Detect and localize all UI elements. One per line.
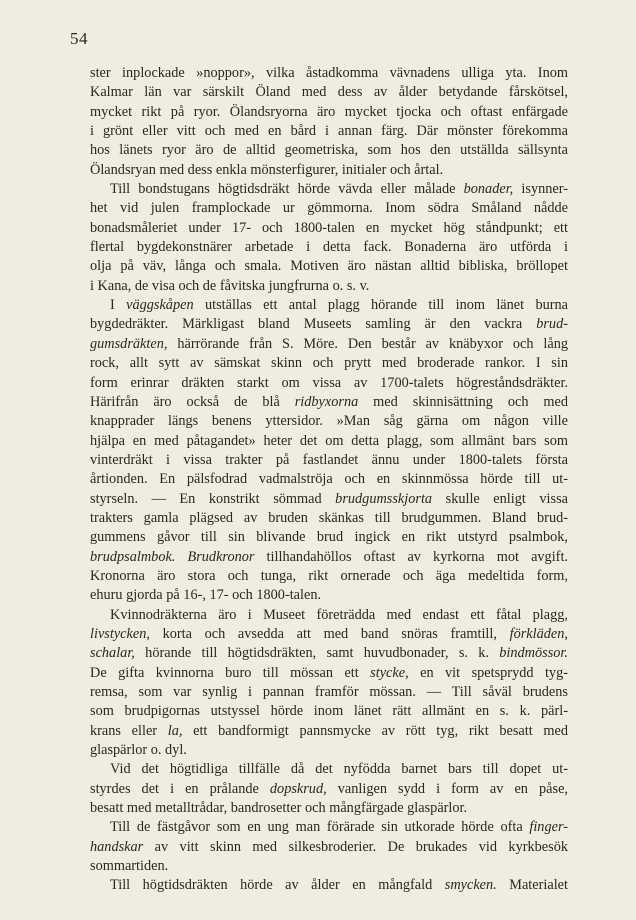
text-line bbox=[90, 799, 568, 818]
text-line bbox=[90, 335, 568, 354]
text-run: korta och avsedda att med band snöras framtill, bbox=[149, 625, 510, 642]
text-run: het vid julen framplockade ur gömmorna. Inom södra Småland nådde bbox=[90, 200, 568, 217]
text-line bbox=[90, 412, 568, 431]
text-line bbox=[90, 586, 568, 605]
text-run: Till de fästgåvor som en ung man förärade sin utkorade hörde ofta bbox=[110, 819, 530, 836]
text-run: flertal bygdekonstnärer arbetade i detta fack. Bonaderna äro utförda i bbox=[90, 239, 568, 256]
italic-term: dopskrud, bbox=[269, 780, 327, 797]
italic-term: bindmössor. bbox=[499, 645, 568, 662]
text-line bbox=[90, 64, 568, 83]
text-run: i Kana, de visa och de fåvitska jungfrurna o. s. v. bbox=[90, 277, 370, 294]
text-run: form erinrar dräkten starkt om vissa av 1700-talets högreståndsdräkter. bbox=[90, 374, 568, 391]
text-line bbox=[90, 122, 568, 141]
italic-term: stycke, bbox=[370, 664, 409, 681]
italic-term: förkläden, bbox=[509, 625, 568, 642]
text-line bbox=[90, 393, 568, 412]
text-run: Kalmar län var särskilt Öland med dess av ålder betydande fårskötsel, bbox=[90, 84, 568, 101]
text-line bbox=[90, 161, 568, 180]
text-run: Vid det högtidliga tillfälle då det nyfödda barnet bars till dopet ut- bbox=[110, 761, 568, 778]
text-line bbox=[90, 180, 568, 199]
text-run: trakters gamla plägsed av bruden skänkas till brudgummen. Bland brud- bbox=[90, 509, 568, 526]
text-run: knapprader längs benens yttersidor. »Man såg gärna om någon ville bbox=[90, 413, 568, 430]
text-run: rock, allt sytt av sämskat skinn och prytt med broderade rankor. I sin bbox=[90, 355, 568, 372]
text-run: besatt med metalltrådar, bandrosetter och mångfärgade glaspärlor. bbox=[90, 800, 468, 817]
text-run: hörande till högtidsdräkten, samt huvudbonader, s. k. bbox=[134, 645, 500, 662]
text-run: Kvinnodräkterna äro i Museet företrädda med endast ett fåtal plagg, bbox=[110, 606, 568, 623]
text-run: gummens gåvor till sin blivande brud ingick en rikt utstyrd psalmbok, bbox=[90, 529, 568, 546]
text-line bbox=[90, 722, 568, 741]
text-run: årtionden. En pälsfodrad vadmalströja och en skinnmössa hörde till ut- bbox=[90, 471, 568, 488]
text-line bbox=[90, 219, 568, 238]
text-line bbox=[90, 83, 568, 102]
text-run: Till högtidsdräkten hörde av ålder en mångfald bbox=[110, 877, 445, 894]
text-line bbox=[90, 760, 568, 779]
text-run: sommartiden. bbox=[90, 858, 169, 875]
text-run: ster inplockade »noppor», vilka åstadkomma vävnadens ulliga yta. Inom bbox=[90, 65, 568, 81]
text-run: Till bondstugans högtidsdräkt hörde vävda eller målade bbox=[110, 181, 464, 198]
text-run: i grönt eller vitt och med en bård i annan färg. Där mönster förekomma bbox=[90, 123, 568, 140]
text-run: hjälpa en med påtagandet» heter det om detta plagg, som allmänt bars som bbox=[90, 432, 568, 449]
text-line bbox=[90, 238, 568, 257]
text-line bbox=[90, 374, 568, 393]
text-run: glaspärlor o. dyl. bbox=[90, 742, 187, 759]
text-line bbox=[90, 470, 568, 489]
text-run: härrörande från S. Möre. Den består av knäbyxor och lång bbox=[167, 335, 568, 352]
text-line bbox=[90, 257, 568, 276]
italic-term: smycken. bbox=[444, 877, 497, 894]
text-run: I bbox=[110, 297, 127, 314]
italic-term: väggskåpen bbox=[126, 297, 194, 314]
text-line bbox=[90, 838, 568, 857]
text-line bbox=[90, 741, 568, 760]
text-run: bygdedräkter. Märkligast bland Museets samling är den vackra bbox=[90, 316, 537, 333]
italic-term: brudpsalmbok. bbox=[90, 548, 176, 565]
text-run: tillhandahöllos oftast av kyrkorna mot avgift. bbox=[254, 548, 568, 565]
text-run: isynner- bbox=[513, 181, 568, 198]
text-run: ehuru gjorda på 16-, 17- och 1800-talen. bbox=[90, 587, 322, 604]
text-line bbox=[90, 683, 568, 702]
text-run: vanligen sydd i form av en påse, bbox=[326, 780, 568, 797]
text-line bbox=[90, 199, 568, 218]
italic-term: finger- bbox=[529, 819, 568, 836]
text-run: en vit spetsprydd tyg- bbox=[408, 664, 568, 681]
italic-term: handskar bbox=[90, 838, 144, 855]
text-run: Ölandsryan med dess enkla mönsterfigurer, initialer och årtal. bbox=[90, 161, 444, 178]
page-number: 54 bbox=[70, 29, 88, 48]
italic-term: Brudkronor bbox=[187, 548, 255, 565]
text-run: ett bandformigt pannsmycke av rött tyg, rikt besatt med bbox=[182, 722, 568, 739]
text-run: Härifrån äro också de blå bbox=[90, 393, 295, 410]
text-line bbox=[90, 354, 568, 373]
text-run: vinterdräkt i vissa trakter på fastlandet ännu under 1800-talets första bbox=[90, 451, 568, 468]
text-run: krans eller bbox=[90, 722, 168, 739]
text-line bbox=[90, 141, 568, 160]
italic-term: brudgumsskjorta bbox=[335, 490, 433, 507]
text-line bbox=[90, 315, 568, 334]
italic-term: gumsdräkten, bbox=[90, 335, 168, 352]
text-line bbox=[90, 528, 568, 547]
text-line bbox=[90, 296, 568, 315]
text-line bbox=[90, 625, 568, 644]
text-run: Materialet bbox=[496, 877, 568, 894]
text-run: som brudpigornas utstyssel hörde inom länet rätt allmänt en s. k. pärl- bbox=[90, 703, 568, 720]
text-run: mycket rikt på ryor. Ölandsryorna äro mycket tjocka och oftast enfärgade bbox=[90, 103, 568, 120]
text-line bbox=[90, 103, 568, 122]
text-line bbox=[90, 548, 568, 567]
italic-term: brud- bbox=[536, 316, 568, 333]
text-run: av vitt skinn med silkesbroderier. De brukades vid kyrkbesök bbox=[143, 838, 568, 855]
text-run: olja på väv, långa och smala. Motiven äro nästan alltid bibliska, bröllopet bbox=[90, 258, 568, 275]
text-run: med skinnisättning och med bbox=[358, 393, 568, 410]
text-line bbox=[90, 432, 568, 451]
text-line bbox=[90, 780, 568, 799]
text-run: hos länets ryor äro de alltid geometriska, som hos den utställda sällsynta bbox=[90, 142, 568, 159]
text-line bbox=[90, 509, 568, 528]
body-text bbox=[90, 64, 568, 896]
text-run: bonadsmåleriet under 17- och 1800-talen en mycket hög ståndpunkt; ett bbox=[90, 219, 568, 236]
text-line bbox=[90, 451, 568, 470]
text-line bbox=[90, 702, 568, 721]
italic-term: la, bbox=[167, 722, 183, 739]
text-run: styrdes det i en prålande bbox=[90, 780, 270, 797]
italic-term: schalar, bbox=[90, 645, 135, 662]
text-run bbox=[175, 549, 187, 565]
text-line bbox=[90, 818, 568, 837]
text-line bbox=[90, 857, 568, 876]
italic-term: ridbyxorna bbox=[294, 393, 359, 410]
text-run: skulle enligt vissa bbox=[432, 490, 568, 507]
text-run: utställas ett antal plagg hörande till inom länet burna bbox=[193, 297, 568, 314]
text-run: styrseln. — En konstrikt sömmad bbox=[90, 490, 336, 507]
text-line bbox=[90, 876, 568, 895]
italic-term: bonader, bbox=[463, 181, 514, 198]
text-run: De gifta kvinnorna buro till mössan ett bbox=[90, 664, 371, 681]
text-run: Kronorna äro stora och tunga, rikt ornerade och äga medeltida form, bbox=[90, 567, 568, 584]
italic-term: livstycken, bbox=[90, 625, 150, 642]
text-line bbox=[90, 644, 568, 663]
text-line bbox=[90, 664, 568, 683]
text-line bbox=[90, 277, 568, 296]
text-line bbox=[90, 490, 568, 509]
text-run: remsa, som var synlig i pannan framför mössan. — Till såväl brudens bbox=[90, 684, 568, 700]
text-line bbox=[90, 567, 568, 586]
text-line bbox=[90, 606, 568, 625]
